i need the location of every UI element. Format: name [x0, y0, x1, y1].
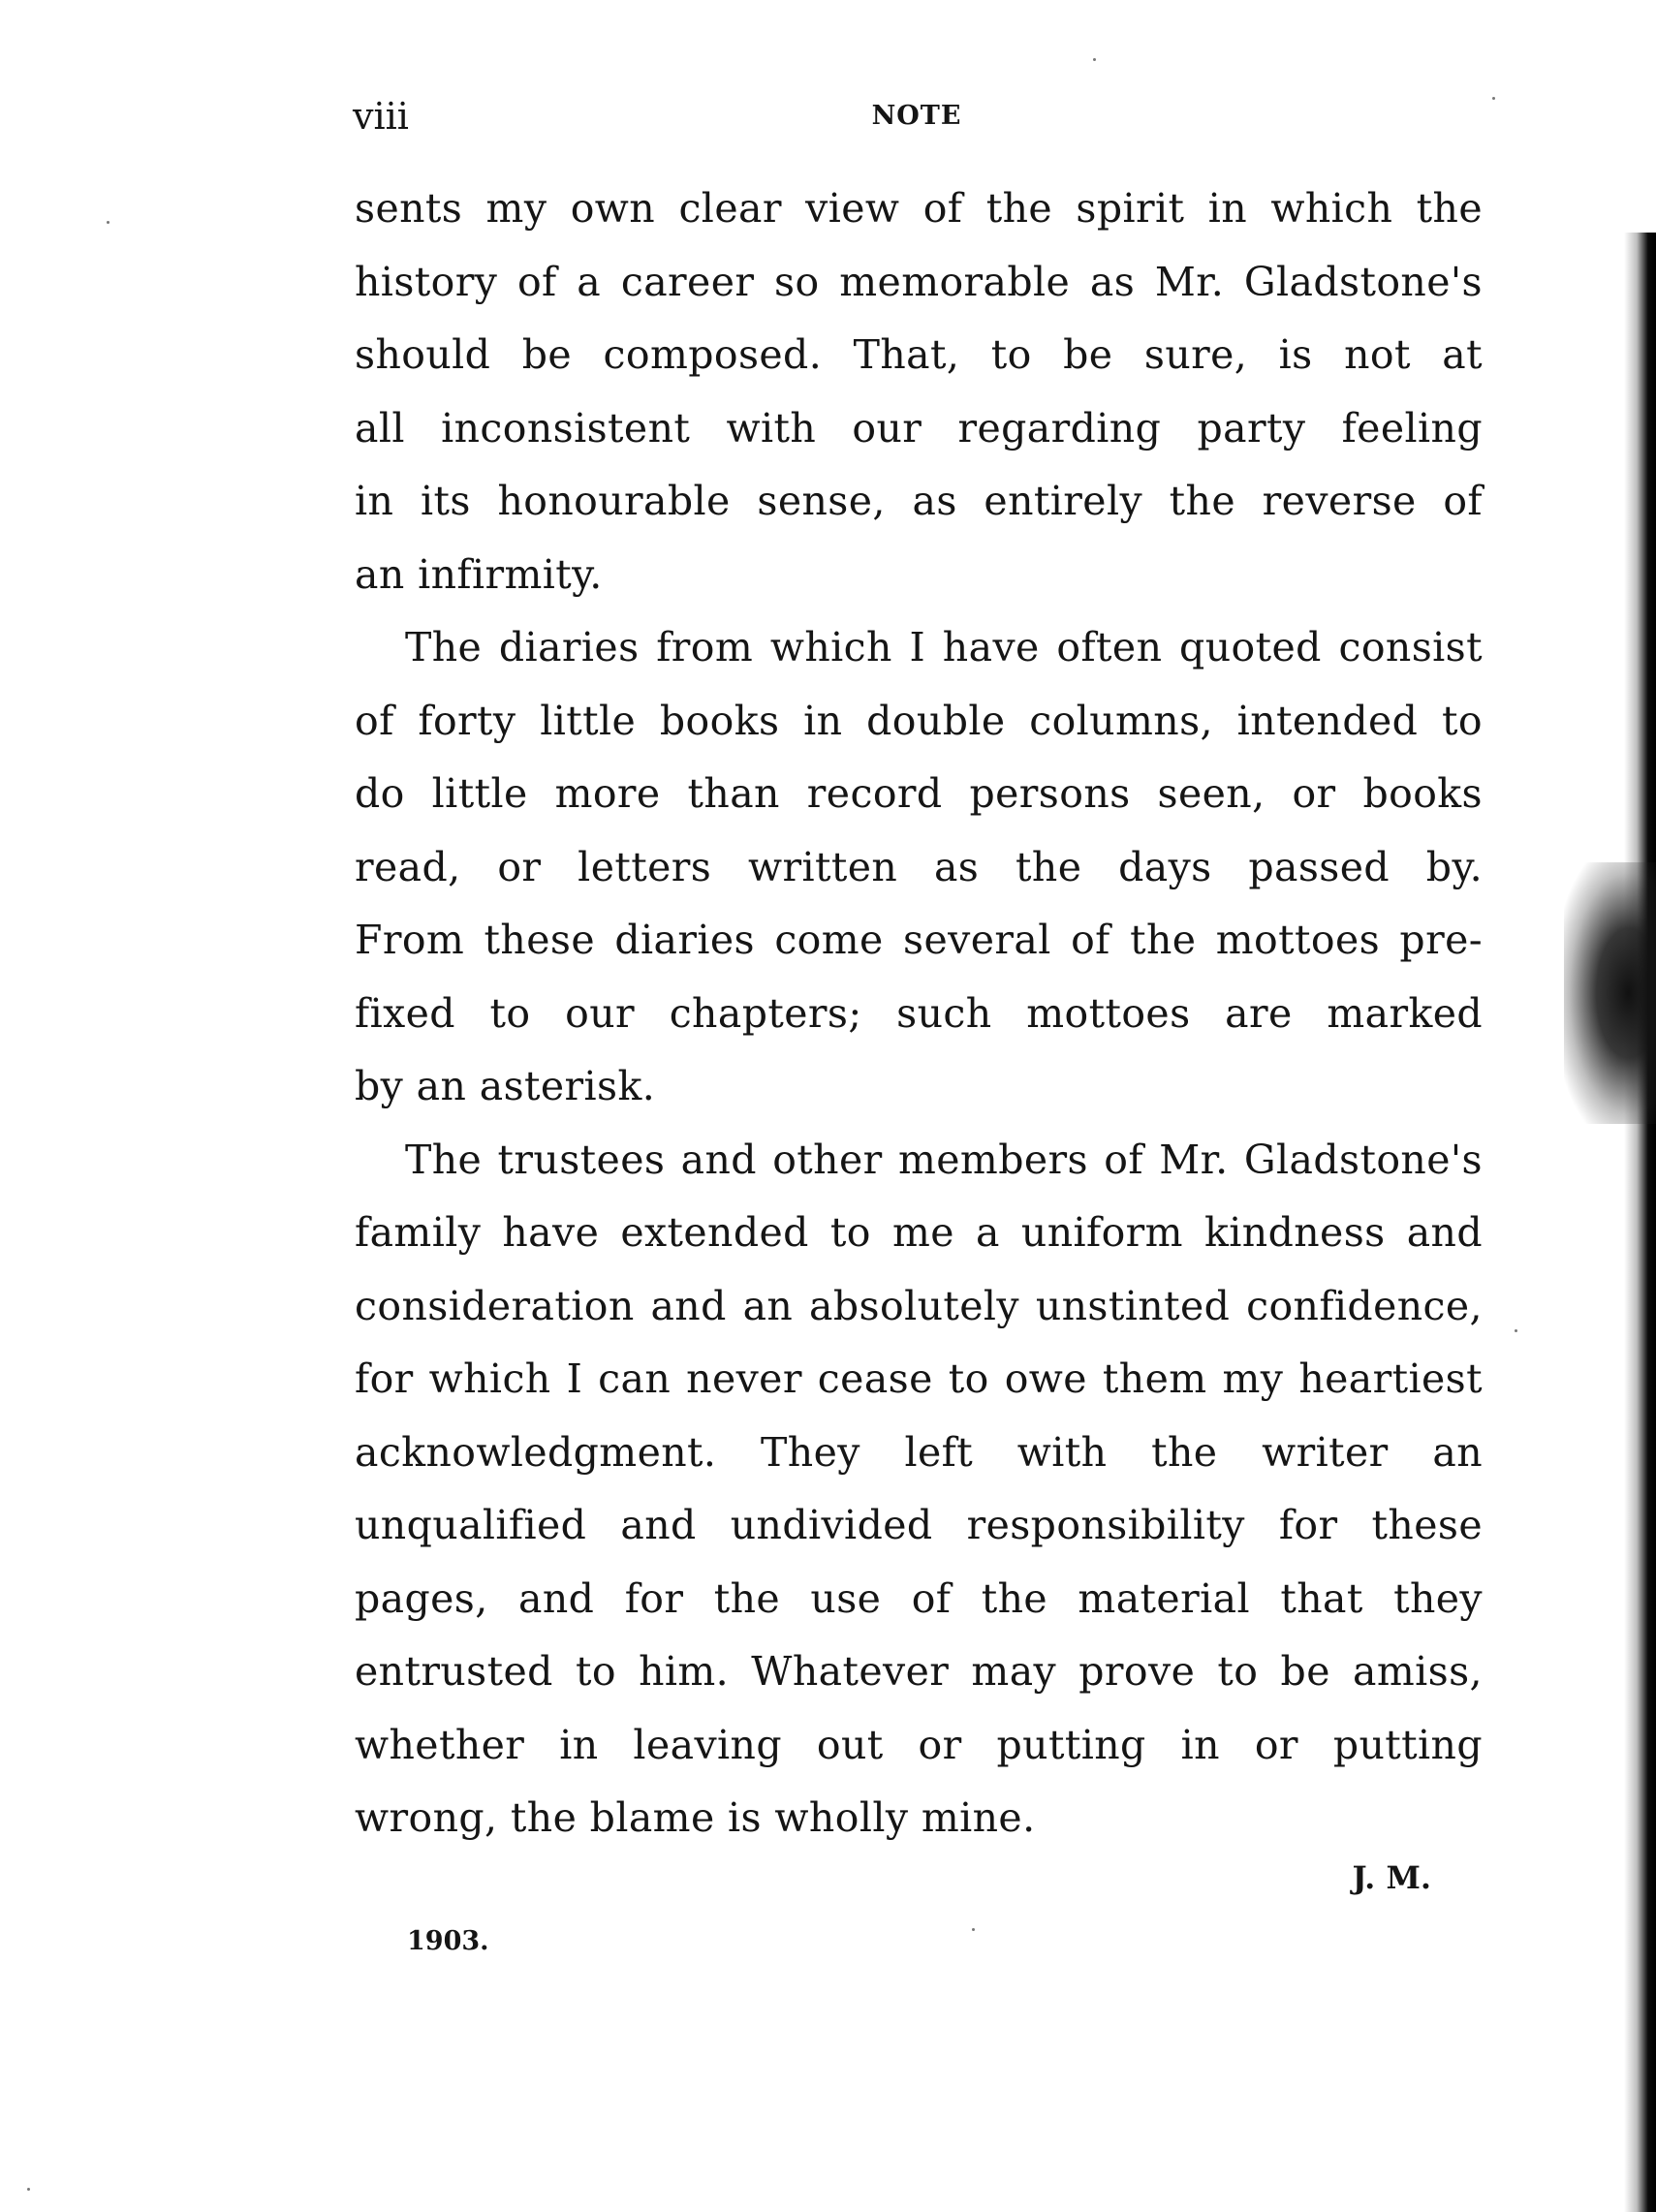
text-line: by an asterisk.: [355, 1063, 656, 1109]
text-line: wrong, the blame is wholly mine.: [355, 1794, 1036, 1841]
date-line: 1903.: [407, 1926, 489, 1956]
text-line: entrusted to him. Whatever may prove to be amiss,: [355, 1648, 1483, 1695]
paper-speck: [972, 1928, 975, 1931]
paper-speck: [27, 2188, 30, 2191]
text-line: sents my own clear view of the spirit in which the: [355, 185, 1483, 232]
text-line: pages, and for the use of the material that they: [355, 1574, 1483, 1622]
paragraph-1: [355, 172, 1483, 611]
text-line: history of a career so memorable as Mr. Gladstone's: [355, 258, 1483, 305]
text-line: read, or letters written as the days passed by.: [355, 843, 1483, 890]
text-line: for which I can never cease to owe them my heartiest: [355, 1355, 1483, 1402]
text-line: unqualified and undivided responsibility for these: [355, 1502, 1483, 1548]
text-line: an infirmity.: [355, 550, 603, 598]
page-number: viii: [353, 95, 409, 138]
text-line: The diaries from which I have often quoted consist: [405, 624, 1483, 670]
text-line: all inconsistent with our regarding party feeling: [355, 404, 1483, 452]
text-line: consideration and an absolutely unstinted confidence,: [355, 1282, 1483, 1329]
page-edge-mark: [1564, 862, 1656, 1124]
text-line: should be composed. That, to be sure, is not at: [355, 331, 1483, 378]
text-line: family have extended to me a uniform kindness and: [355, 1209, 1483, 1256]
text-line: The trustees and other members of Mr. Gladstone's: [405, 1136, 1483, 1183]
text-line: whether in leaving out or putting in or putting: [355, 1721, 1483, 1768]
page-edge-shadow: [1624, 233, 1656, 2212]
running-head-title: NOTE: [871, 101, 962, 131]
text-line: of forty little books in double columns, intended to: [355, 697, 1483, 744]
paragraph-3: [355, 1124, 1483, 1855]
text-line: in its honourable sense, as entirely the reverse of: [355, 478, 1483, 524]
paragraph-2: [355, 611, 1483, 1124]
paper-speck: [1492, 97, 1495, 100]
author-signature: J. M.: [1352, 1859, 1431, 1896]
text-line: acknowledgment. They left with the writer an: [355, 1428, 1483, 1476]
paper-speck: [1093, 58, 1096, 61]
running-head: [353, 97, 1481, 136]
body-text: [355, 172, 1483, 1855]
paper-speck: [1515, 1329, 1517, 1332]
text-line: do little more than record persons seen, or books: [355, 770, 1483, 817]
text-line: From these diaries come several of the mottoes pre-: [355, 917, 1483, 963]
text-line: fixed to our chapters; such mottoes are marked: [355, 989, 1483, 1037]
paper-speck: [107, 221, 109, 224]
